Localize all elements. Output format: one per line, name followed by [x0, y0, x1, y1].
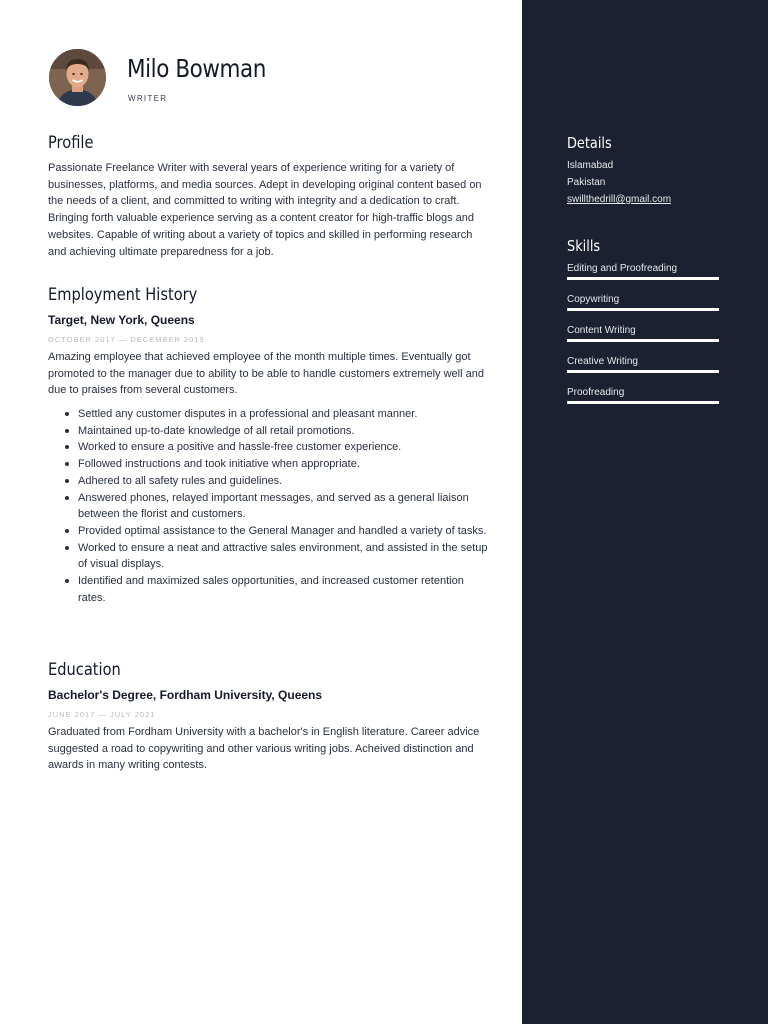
skill-item	[567, 387, 719, 404]
skill-level-bar	[567, 401, 719, 404]
list-item: Worked to ensure a neat and attractive sales environment, and assisted in the setup of visual displays.	[48, 540, 488, 573]
list-item: Worked to ensure a positive and hassle-free customer experience.	[48, 439, 488, 456]
skill-item	[567, 325, 719, 342]
skill-label: Content Writing	[567, 325, 636, 336]
list-item: Identified and maximized sales opportunities, and increased customer retention rates.	[48, 573, 488, 606]
profile-heading: Profile	[48, 133, 94, 153]
job-dates: OCTOBER 2017 — DECEMBER 2019	[48, 335, 205, 344]
list-item: Settled any customer disputes in a professional and pleasant manner.	[48, 406, 488, 423]
list-item: Provided optimal assistance to the General Manager and handled a variety of tasks.	[48, 523, 488, 540]
avatar	[49, 49, 106, 106]
list-item: Maintained up-to-date knowledge of all retail promotions.	[48, 423, 488, 440]
skill-item	[567, 263, 719, 280]
skill-item	[567, 294, 719, 311]
skills-heading: Skills	[567, 237, 601, 255]
degree-title: Bachelor's Degree, Fordham University, Queens	[48, 688, 323, 702]
list-item: Answered phones, relayed important messages, and served as a general liaison between the florist and customers.	[48, 490, 488, 523]
list-item: Adhered to all safety rules and guidelines.	[48, 473, 488, 490]
details-heading: Details	[567, 134, 612, 152]
candidate-name: Milo Bowman	[127, 54, 266, 83]
skill-label: Copywriting	[567, 294, 620, 305]
list-item: Followed instructions and took initiative when appropriate.	[48, 456, 488, 473]
employment-heading: Employment History	[48, 285, 198, 305]
skill-level-bar	[567, 277, 719, 280]
job-summary: Amazing employee that achieved employee of the month multiple times. Eventually got promoted to the manager due to ability to be able to handle customers extremely well and due to praises from several customers.	[48, 351, 484, 397]
skill-label: Proofreading	[567, 387, 625, 398]
skill-level-bar	[567, 370, 719, 373]
education-dates: JUNE 2017 — JULY 2021	[48, 710, 156, 719]
skill-item	[567, 356, 719, 373]
skill-label: Editing and Proofreading	[567, 263, 678, 274]
email-link[interactable]: swillthedrill@gmail.com	[567, 194, 672, 205]
education-heading: Education	[48, 660, 121, 680]
skill-level-bar	[567, 308, 719, 311]
details-city: Islamabad	[567, 160, 614, 171]
candidate-role: WRITER	[128, 94, 168, 103]
job-responsibilities	[48, 406, 488, 606]
resume-sidebar	[522, 0, 768, 1024]
skill-level-bar	[567, 339, 719, 342]
profile-text: Passionate Freelance Writer with several years of experience writing for a variety of businesses, platforms, and media sources. Adept in developing original content based on the needs of a client, and committed to writing with integrity and a dedication to craft. Bringing forth valuable experience serving as a content creator for high-traffic blogs and websites. Capable of writing about a variety of topics and skilled in performing research and achieving ultimate preparedness for a job.	[48, 162, 482, 258]
skill-label: Creative Writing	[567, 356, 638, 367]
job-title: Target, New York, Queens	[48, 313, 195, 327]
education-text: Graduated from Fordham University with a bachelor's in English literature. Career advice suggested a road to copywriting and other various writing jobs. Acheived distinction and awards in many writing contests.	[48, 726, 480, 772]
avatar-photo	[49, 49, 106, 106]
details-country: Pakistan	[567, 177, 606, 188]
